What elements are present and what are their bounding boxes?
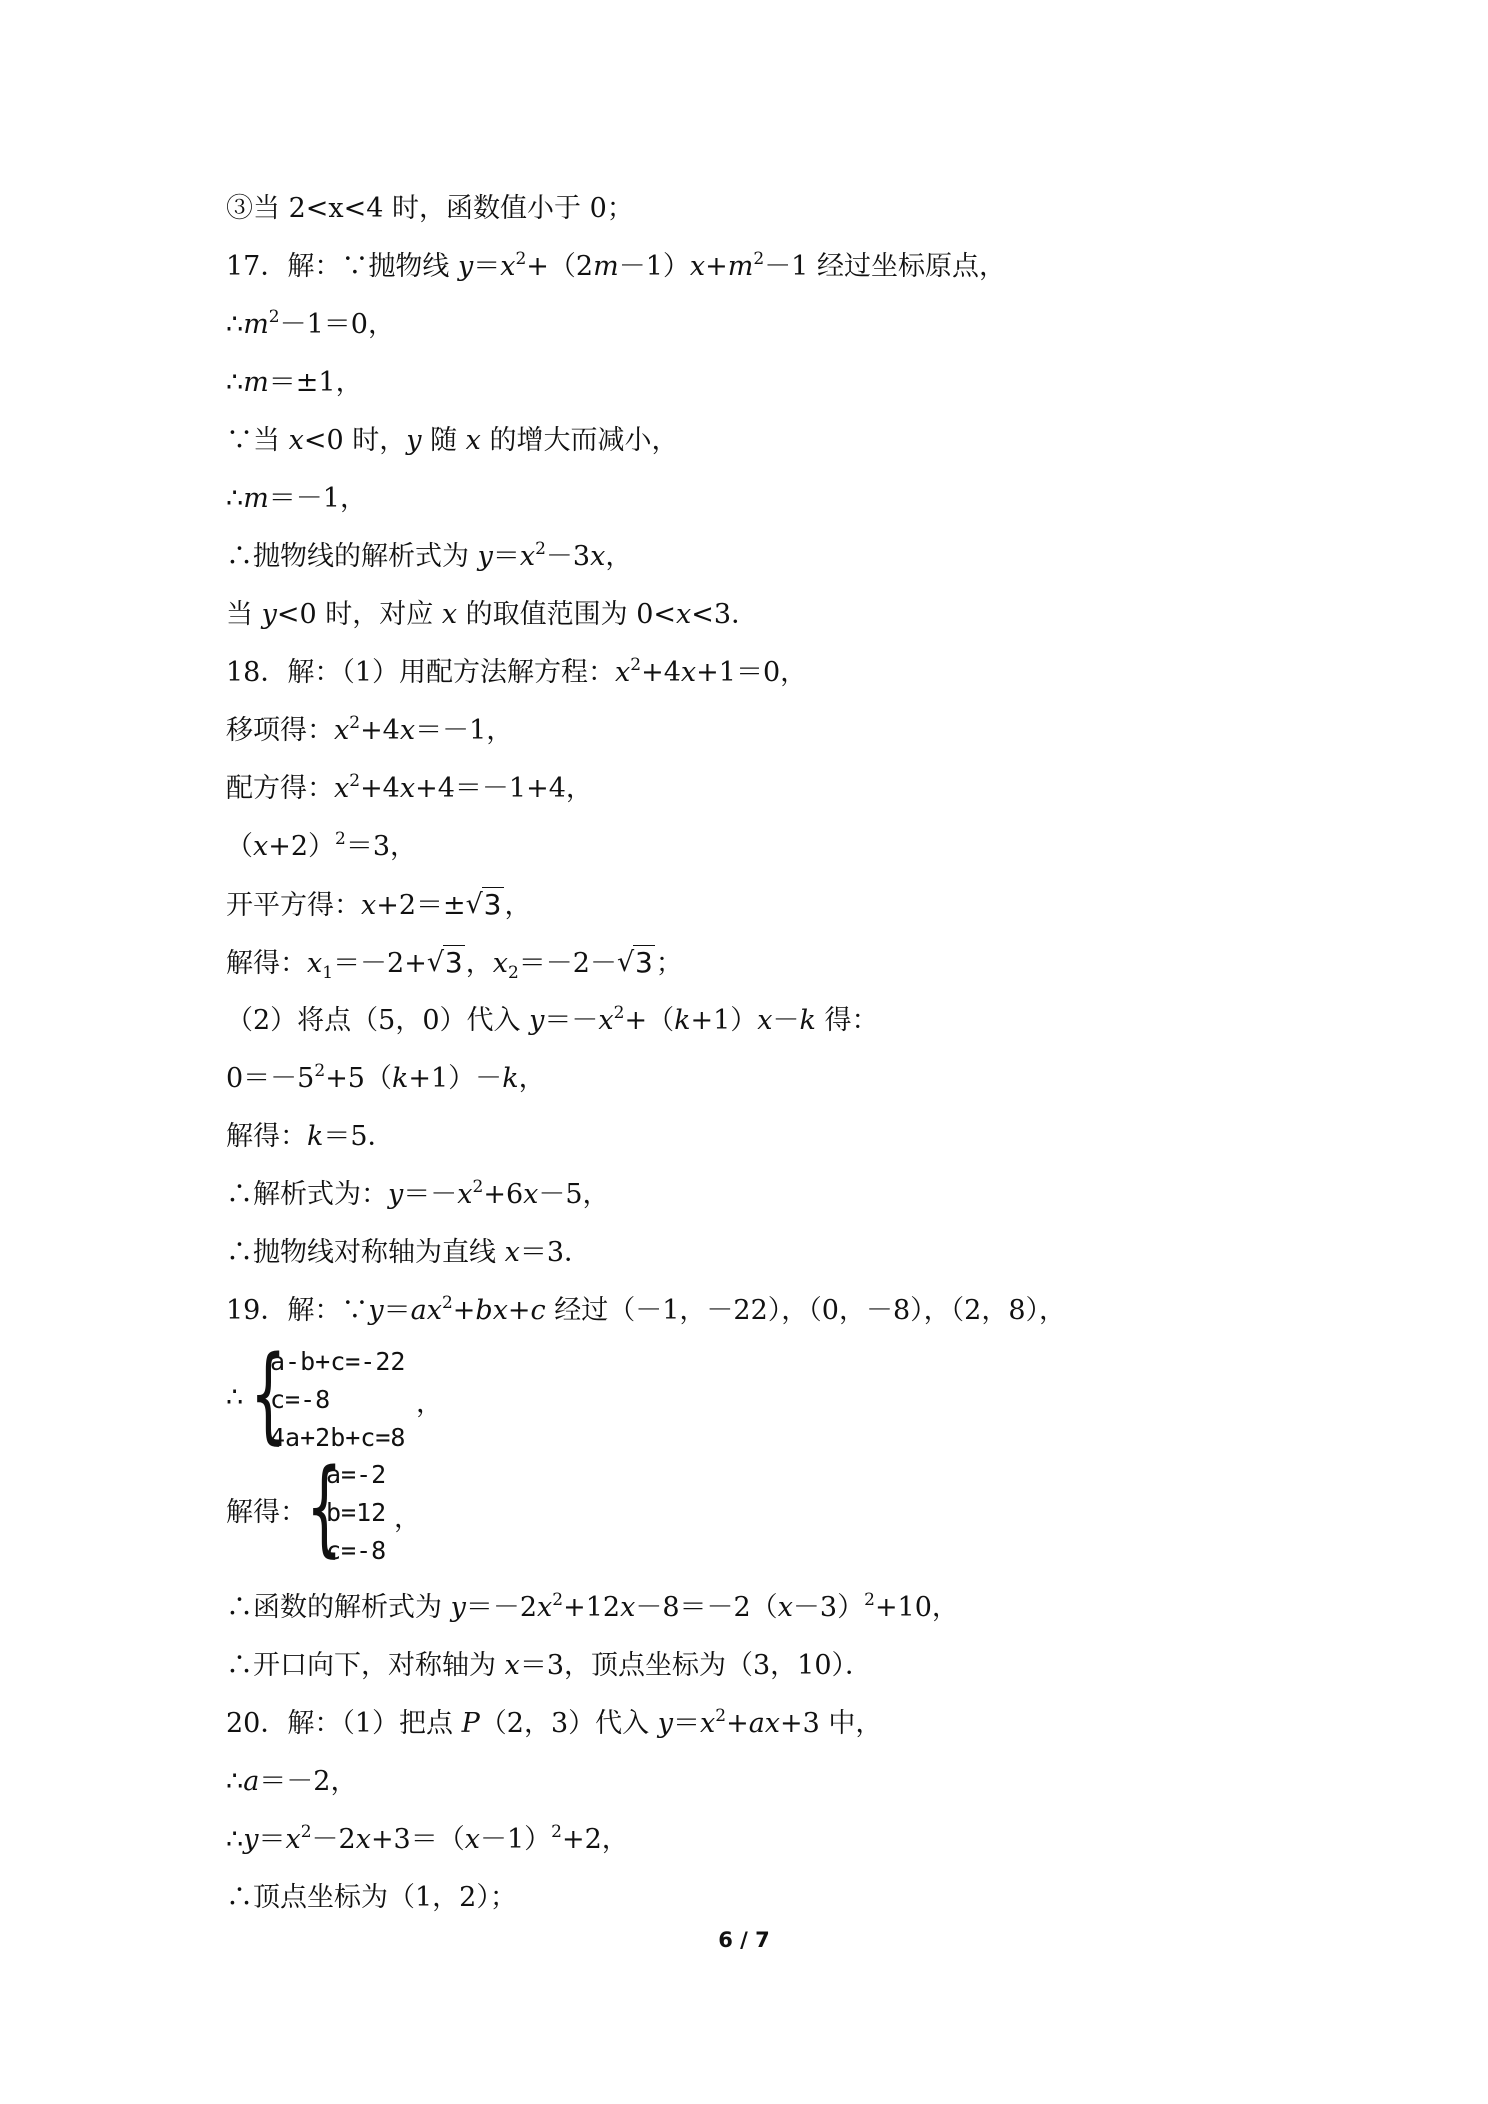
equation-system: ∴ { a-b+c=-22 c=-8 4a+2b+c=8 ， bbox=[226, 1333, 443, 1455]
solution-line: $0=-5^2+5(k+1)-k$， bbox=[226, 1061, 546, 1094]
solution-line: ∴m＝±1， bbox=[226, 367, 363, 398]
equation-row: a=-2 bbox=[326, 1460, 387, 1489]
solution-line: $\therefore y=x^2-2x+3=(x-1)^2+2$， bbox=[226, 1822, 629, 1855]
equation-row: a-b+c=-22 bbox=[270, 1347, 406, 1376]
therefore-symbol: ∴ bbox=[226, 1382, 244, 1413]
solution-line: ∴m＝－1， bbox=[226, 483, 367, 514]
solution-line: ∵当 x<0 时，y 随 x 的增大而减小， bbox=[226, 425, 679, 456]
solution-line: 移项得：$x^2+4x=-1$， bbox=[226, 713, 514, 746]
solution-line: ③当 2<x<4 时，函数值小于 0； bbox=[226, 193, 634, 224]
solution-line: ∴函数的解析式为 $y=-2x^2+12x-8=-2(x-3)^2+10$， bbox=[226, 1590, 959, 1623]
solution-label: 解得： bbox=[226, 1497, 307, 1528]
solution-line: ∴开口向下，对称轴为 x＝3，顶点坐标为（3，10）． bbox=[226, 1650, 873, 1681]
solution-line: （2）将点（5，0）代入 $y=-x^2+(k+1)x-k$ 得： bbox=[226, 1003, 879, 1036]
page-number: 6 / 7 bbox=[718, 1928, 770, 1952]
problem-18-heading: 18．解：（1）用配方法解方程：$x^2+4x+1=0$， bbox=[226, 655, 808, 688]
left-brace: { bbox=[250, 1333, 287, 1455]
solution-line: 解得：$x_1=-2+$ √ 3 ，$x_2=-2-$ √ 3 ； bbox=[226, 946, 683, 983]
equation-row: 4a+2b+c=8 bbox=[270, 1423, 406, 1452]
equation-row: c=-8 bbox=[326, 1536, 387, 1565]
problem-17-heading: 17．解：∵抛物线 $y=x^2+(2m-1)x+m^2-1$ 经过坐标原点， bbox=[226, 249, 1006, 282]
solution-line: ∴抛物线的解析式为 $y=x^2-3x$， bbox=[226, 539, 633, 572]
solution-line: ∴顶点坐标为（1，2）； bbox=[226, 1882, 517, 1913]
solution-line: 解得：k＝5． bbox=[226, 1121, 395, 1152]
problem-19-heading: 19．解：$\because y=ax^2+bx+c$ 经过（－1，－22），（0，－8），（2，8）， bbox=[226, 1293, 1067, 1326]
solution-line: ∴a＝－2， bbox=[226, 1766, 358, 1797]
solution-line: 当 y<0 时，对应 x 的取值范围为 0<x<3． bbox=[226, 599, 759, 630]
problem-20-heading: 20．解：（1）把点 P（2，3）代入 $y=x^2+ax+3$ 中， bbox=[226, 1706, 883, 1739]
solution-line: 开平方得：x+2＝± √ 3 ， bbox=[226, 888, 532, 921]
square-root: √ 3 bbox=[616, 946, 653, 979]
solution-line: ∴抛物线对称轴为直线 x＝3． bbox=[226, 1237, 592, 1268]
square-root: √ 3 bbox=[465, 888, 502, 921]
equation-row: c=-8 bbox=[270, 1385, 331, 1414]
solution-line: $\therefore m^2-1=0$， bbox=[226, 307, 395, 340]
square-root: √ 3 bbox=[426, 946, 463, 979]
solution-system: 解得： { a=-2 b=12 c=-8 ， bbox=[226, 1446, 421, 1568]
solution-line: ∴解析式为：$y=-x^2+6x-5$， bbox=[226, 1177, 610, 1210]
solution-line: 配方得：$x^2+4x+4=-1+4$， bbox=[226, 771, 593, 804]
solution-line: $(x+2)^2=3$， bbox=[226, 829, 418, 862]
left-brace: { bbox=[306, 1446, 343, 1568]
equation-row: b=12 bbox=[326, 1498, 387, 1527]
